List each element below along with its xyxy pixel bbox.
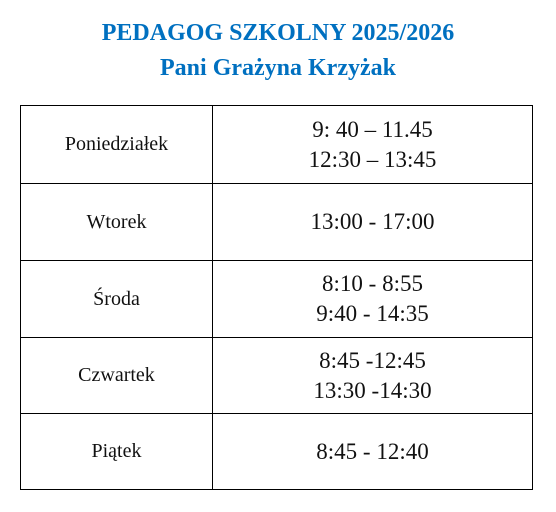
day-cell: Czwartek (21, 338, 213, 414)
hours-cell (213, 106, 533, 184)
hours-cell (213, 414, 533, 490)
day-cell: Wtorek (21, 184, 213, 261)
page-header (0, 16, 556, 86)
hours-cell (213, 338, 533, 414)
hours-line: 8:45 -12:45 (319, 347, 426, 373)
hours-line: 8:45 - 12:40 (316, 438, 429, 464)
page-title: PEDAGOG SZKOLNY 2025/2026 (101, 20, 455, 46)
table-row (21, 261, 533, 338)
hours-line: 9: 40 – 11.45 (312, 116, 433, 142)
hours-line: 12:30 – 13:45 (308, 146, 437, 172)
day-cell: Piątek (21, 414, 213, 490)
hours-line: 8:10 - 8:55 (322, 271, 423, 296)
day-cell: Poniedziałek (21, 106, 213, 184)
day-cell: Środa (21, 261, 213, 338)
schedule-table (20, 105, 533, 490)
table-row (21, 106, 533, 184)
hours-line: 13:30 -14:30 (313, 377, 432, 403)
table-row (21, 338, 533, 414)
table-row (21, 184, 533, 261)
table-row (21, 414, 533, 490)
hours-line: 9:40 - 14:35 (316, 301, 429, 326)
hours-cell (213, 184, 533, 261)
hours-cell (213, 261, 533, 338)
hours-line: 13:00 - 17:00 (310, 209, 435, 234)
page-subtitle: Pani Grażyna Krzyżak (160, 55, 396, 81)
